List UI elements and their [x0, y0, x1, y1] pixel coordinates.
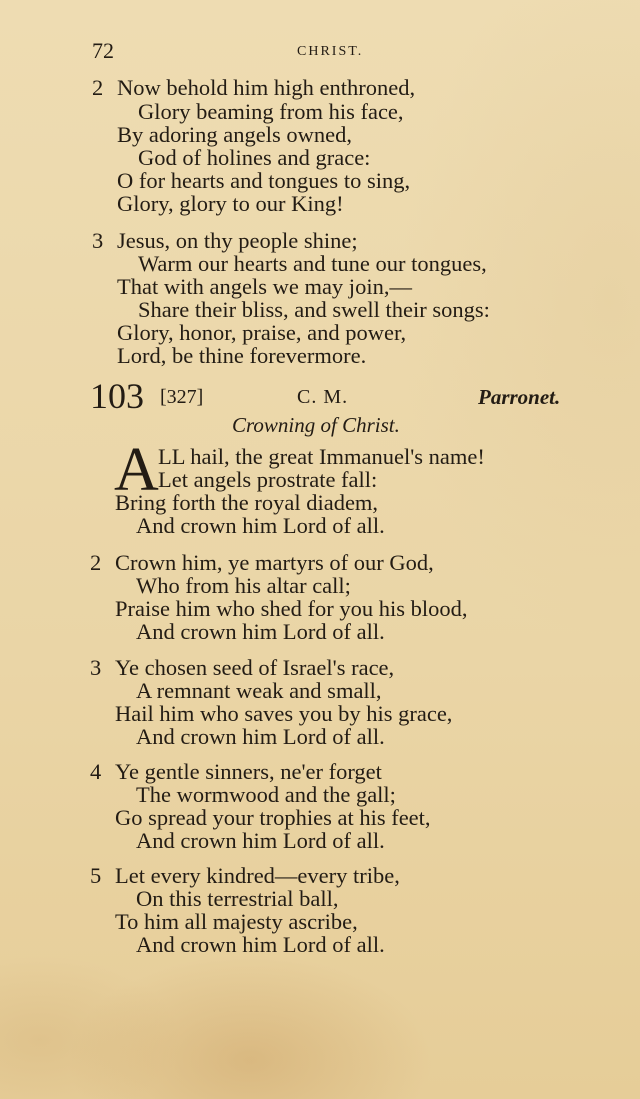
verse-line: Hail him who saves you by his grace,: [115, 701, 453, 726]
verse-line: Lord, be thine forevermore.: [117, 343, 367, 368]
verse-line: Ye chosen seed of Israel's race,: [115, 655, 395, 680]
verse-line: Now behold him high enthroned,: [117, 75, 416, 100]
verse-line: And crown him Lord of all.: [136, 932, 385, 957]
verse-line: Glory, honor, praise, and power,: [117, 320, 407, 345]
verse-line: That with angels we may join,—: [117, 274, 412, 299]
verse-line: Share their bliss, and swell their songs:: [138, 297, 490, 322]
verse-line: To him all majesty ascribe,: [115, 909, 358, 934]
verse-line: On this terrestrial ball,: [136, 886, 339, 911]
stanza-number: 3: [90, 655, 102, 680]
stanza-number: 2: [90, 550, 102, 575]
stanza-number: 4: [90, 759, 102, 784]
stanza-number: 5: [90, 863, 102, 888]
verse-line: Glory beaming from his face,: [138, 99, 404, 124]
verse-line: Warm our hearts and tune our tongues,: [138, 251, 487, 276]
hymn-meter: C. M.: [297, 386, 349, 408]
verse-line: Ye gentle sinners, ne'er forget: [115, 759, 382, 784]
verse-line: LL hail, the great Immanuel's name!: [158, 444, 485, 469]
verse-line: Jesus, on thy people shine;: [117, 228, 358, 253]
running-head: CHRIST.: [297, 44, 364, 59]
verse-line: Glory, glory to our King!: [117, 191, 344, 216]
drop-cap: A: [114, 436, 159, 504]
verse-line: Who from his altar call;: [136, 573, 351, 598]
verse-line: By adoring angels owned,: [117, 122, 352, 147]
verse-line: O for hearts and tongues to sing,: [117, 168, 411, 193]
page-number: 72: [92, 38, 114, 63]
stanza-number: 2: [92, 75, 104, 100]
tune-name: Parronet.: [478, 385, 561, 409]
hymn-title: Crowning of Christ.: [232, 413, 400, 437]
verse-line: Crown him, ye martyrs of our God,: [115, 550, 434, 575]
verse-line: And crown him Lord of all.: [136, 828, 385, 853]
verse-line: Go spread your trophies at his feet,: [115, 805, 431, 830]
hymn-number: 103: [90, 376, 144, 416]
stanza-number: 3: [92, 228, 104, 253]
verse-line: Bring forth the royal diadem,: [115, 490, 379, 515]
verse-line: God of holines and grace:: [138, 145, 371, 170]
verse-line: A remnant weak and small,: [136, 678, 382, 703]
verse-line: And crown him Lord of all.: [136, 619, 385, 644]
verse-line: Let angels prostrate fall:: [158, 467, 378, 492]
verse-line: And crown him Lord of all.: [136, 724, 385, 749]
verse-line: Let every kindred—every tribe,: [115, 863, 400, 888]
verse-line: The wormwood and the gall;: [136, 782, 396, 807]
verse-line: Praise him who shed for you his blood,: [115, 596, 468, 621]
verse-line: And crown him Lord of all.: [136, 513, 385, 538]
hymn-code: [327]: [160, 386, 204, 408]
